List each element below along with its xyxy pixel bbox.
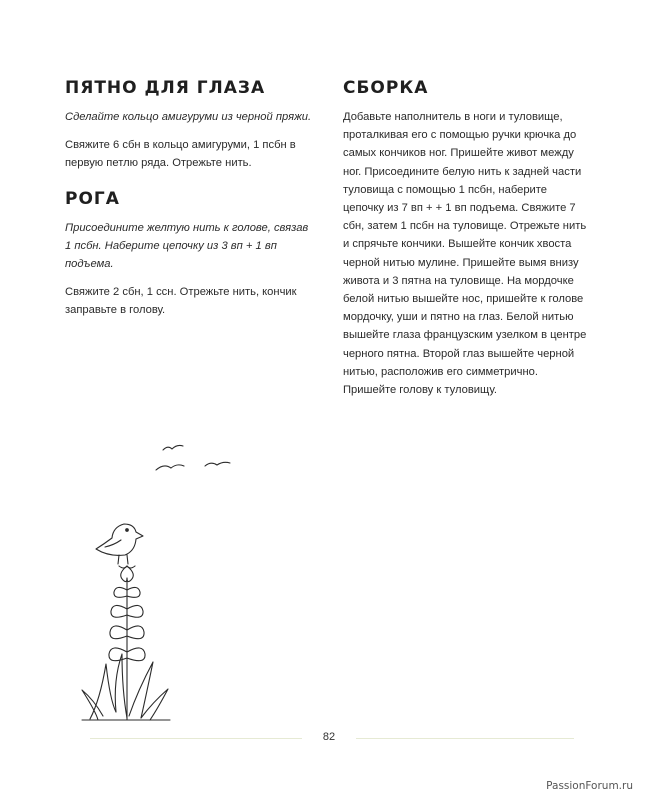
bird-icon <box>96 524 143 564</box>
watermark: PassionForum.ru <box>546 780 633 792</box>
flower-icon <box>109 566 145 720</box>
page-number: 82 <box>322 731 336 743</box>
section-heading-assembly: СБОРКА <box>343 78 429 98</box>
section-lead-horns: Присоедините желтую нить к голове, связав 1 псбн. Наберите цепочку из 3 вп + 1 вп подъема. <box>65 221 309 271</box>
section-heading-horns: РОГА <box>65 188 120 209</box>
page-footer <box>0 728 647 748</box>
section-body-horns: Свяжите 2 сбн, 1 ссн. Отрежьте нить, кончик заправьте в голову. <box>65 286 297 317</box>
footer-rule-left <box>90 738 302 739</box>
grass-icon <box>82 654 170 720</box>
section-heading-eye-spot: ПЯТНО ДЛЯ ГЛАЗА <box>65 78 266 98</box>
section-body-assembly: Добавьте наполнитель в ноги и туловище, проталкивая его с помощью ручки крючка до самых кончиков ног. Пришейте живот между ног. Присоедините белую нить к задней части туловища с помощью 1 псбн, наберите цепочку из 7 вп + + 1 вп подъема. Свяжите 7 сбн, затем 1 псбн на туловище. Отрежьте нить и спрячьте кончики. Вышейте кончик хвоста черной нитью мулине. Пришейте вымя внизу живота и 3 пятна на туловище. На мордочке белой нитью вышейте нос, пришейте к голове мордочку, уши и пятно на глаз. Белой нитью вышейте глаза французским узелком в центре черного пятна. Второй глаз вышейте черной нитью, расположив его симметрично. Пришейте голову к туловищу. <box>343 111 587 397</box>
flying-bird-icon <box>156 465 184 470</box>
flying-bird-icon <box>163 445 183 450</box>
section-body-eye-spot: Свяжите 6 сбн в кольцо амигуруми, 1 псбн в первую петлю ряда. Отрежьте нить. <box>65 139 296 170</box>
flying-bird-icon <box>205 462 230 466</box>
section-lead-eye-spot: Сделайте кольцо амигуруми из черной пряжи. <box>65 111 312 123</box>
footer-rule-right <box>356 738 574 739</box>
